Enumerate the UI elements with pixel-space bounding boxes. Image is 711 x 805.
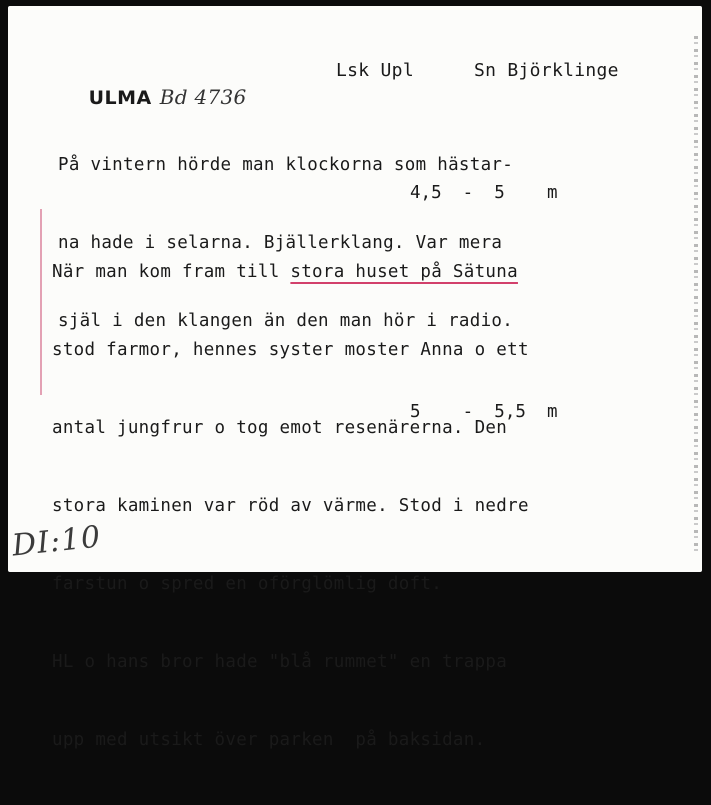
area-label: Lsk Upl — [336, 60, 414, 81]
card-edge — [694, 36, 698, 556]
parish-label: Sn Björklinge — [474, 60, 619, 81]
depth-range-2: 5 - 5,5 m — [410, 402, 558, 422]
text-line: själ i den klangen än den man hör i radio. — [58, 311, 514, 331]
archive-org: ULMA — [88, 87, 152, 109]
text-line: stora kaminen var röd av värme. Stod i nedre — [52, 496, 529, 516]
text-line: HL o hans bror hade "blå rummet" en trappa — [52, 652, 508, 672]
text-line — [52, 259, 529, 285]
card-code: Bd 4736 — [159, 85, 247, 109]
margin-marker — [40, 209, 42, 395]
text-line: På vintern hörde man klockorna som hästar- — [58, 155, 514, 175]
handwritten-archive-mark: DI:10 — [10, 519, 103, 564]
text-line: antal jungfrur o tog emot resenärerna. Den — [52, 418, 508, 438]
text-line: upp med utsikt över parken på baksidan. — [52, 730, 486, 750]
text-line: stod farmor, hennes syster moster Anna o ett — [52, 340, 529, 360]
underlined-phrase: stora huset på Sätuna — [290, 262, 518, 282]
text-block-2 — [52, 207, 529, 805]
text-line-start: När man kom fram till — [52, 262, 291, 282]
text-line: farstun o spred en oförglömlig doft. — [52, 574, 443, 594]
text-line: na hade i selarna. Bjällerklang. Var mera — [58, 233, 503, 253]
archive-card — [8, 6, 702, 750]
depth-range-1: 4,5 - 5 m — [410, 183, 558, 203]
